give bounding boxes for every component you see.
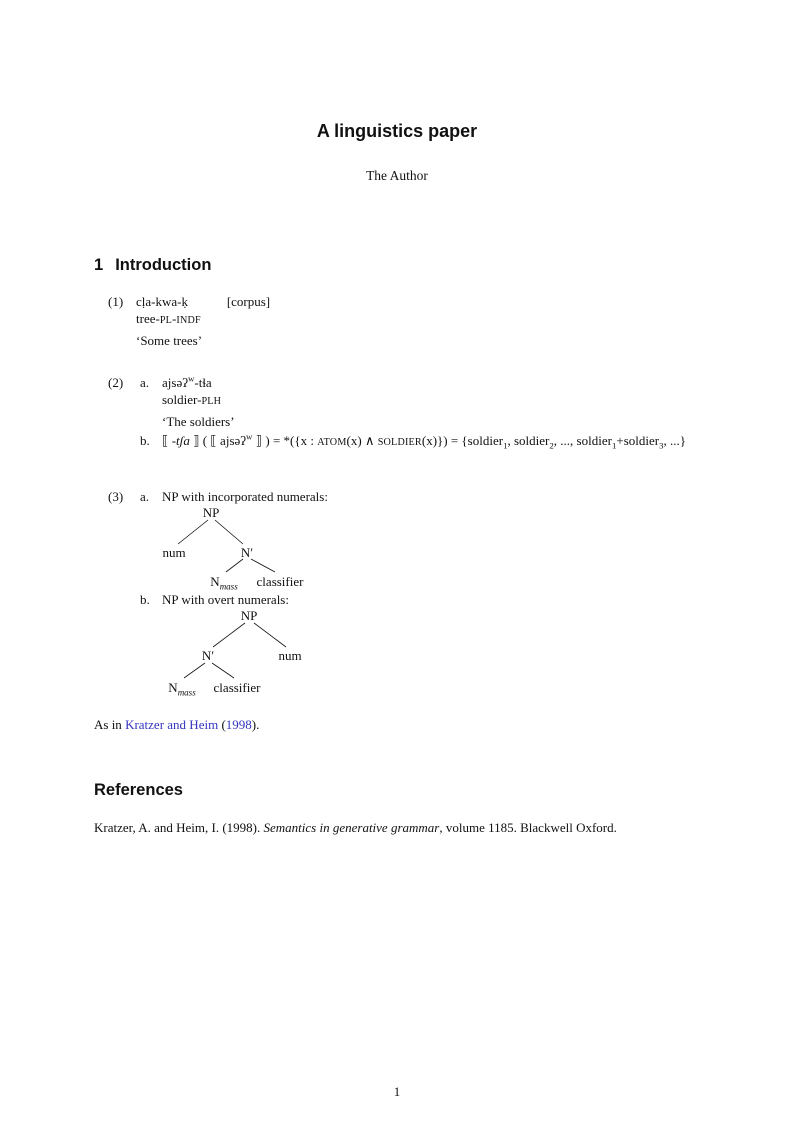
formula-text: , ..., soldier (553, 433, 612, 448)
node-base: N (168, 680, 178, 695)
reference-book-title: Semantics in generative grammar (263, 820, 440, 835)
node-subscript: mass (219, 581, 238, 592)
tree-branch (215, 520, 243, 544)
tree-a-right-child: N′ (240, 545, 254, 560)
example-3-number: (3) (108, 489, 124, 504)
gloss-smallcaps: PLH (201, 396, 222, 407)
example-2 (108, 374, 724, 451)
reference-entry (94, 819, 742, 836)
section-number: 1 (94, 256, 104, 274)
tree-b-right-child: num (278, 648, 302, 663)
page-number: 1 (393, 1084, 401, 1099)
tree-branch (213, 623, 245, 647)
sentence-text: ). (251, 717, 260, 732)
example-2a-gloss (162, 391, 235, 410)
node-base: N (210, 574, 220, 589)
tree-b-root: NP (240, 608, 258, 623)
syntax-tree-b (160, 607, 370, 702)
gloss-smallcaps: PL (159, 315, 173, 326)
formula-superscript: w (246, 431, 253, 442)
reference-text: Kratzer, A. and Heim, I. (1998). (94, 820, 264, 835)
example-2b (140, 432, 724, 451)
example-2b-formula (162, 432, 724, 451)
tree-b-left-child: N′ (201, 648, 215, 663)
formula-smallcaps: SOLDIER (377, 437, 422, 448)
example-1-igt-col (136, 293, 201, 329)
source-superscript: w (187, 373, 195, 384)
example-1-igt (136, 293, 270, 329)
references-heading: References (94, 781, 183, 799)
formula-text: , soldier (507, 433, 550, 448)
formula-subscript: 1 (611, 440, 617, 451)
gloss-text: tree- (136, 311, 160, 326)
formula-text: , ...} (663, 433, 686, 448)
example-1-annotation: [corpus] (226, 294, 271, 309)
example-3b-caption-row (140, 591, 289, 608)
formula-subscript: 2 (549, 440, 554, 451)
reference-text: , volume 1185. Blackwell Oxford. (439, 820, 617, 835)
example-2-number: (2) (108, 375, 124, 390)
tree-branch (184, 663, 205, 678)
tree-branch (212, 663, 234, 678)
formula-text: +soldier (616, 433, 660, 448)
citation-sentence (94, 716, 259, 733)
paper-author: The Author (366, 168, 428, 183)
example-1-translation: ‘Some trees’ (136, 333, 203, 348)
source-text: ajsəʔ (162, 375, 188, 390)
tree-a-root: NP (202, 505, 220, 520)
tree-b-leaf-classifier: classifier (213, 680, 261, 695)
tree-branch (251, 559, 275, 572)
syntax-tree-a (140, 504, 350, 599)
formula-text: (x) ∧ (346, 433, 378, 448)
example-1-body (136, 293, 270, 349)
example-1 (108, 293, 270, 349)
sentence-text: As in (94, 717, 126, 732)
example-3a-label: a. (140, 489, 150, 504)
denotation-open: ⟦ (162, 433, 172, 448)
sentence-text: ( (218, 717, 226, 732)
formula-text: (x)}) = {soldier (421, 433, 504, 448)
gloss-text: soldier- (162, 392, 202, 407)
section-title: Introduction (115, 256, 212, 274)
example-3a-caption-row (108, 488, 328, 505)
formula-smallcaps: ATOM (317, 437, 347, 448)
example-2b-label: b. (140, 433, 150, 448)
example-2a-translation: ‘The soldiers’ (162, 414, 235, 429)
example-2a-source (162, 374, 235, 391)
example-2-items (140, 374, 724, 451)
formula-text: ⟧ ) = *({x : (252, 433, 318, 448)
formula-italic: -tʃa (171, 433, 190, 448)
paper-title: A linguistics paper (316, 121, 478, 141)
tree-a-leaf-classifier: classifier (256, 574, 304, 589)
section-heading (94, 255, 211, 276)
example-3b-caption: NP with overt numerals: (162, 592, 289, 607)
tree-b-leaf-nmass (168, 679, 195, 696)
formula-text: ⟧ ( ⟦ ajsəʔ (189, 433, 247, 448)
citation-link-year[interactable]: 1998 (225, 717, 252, 732)
source-text: -tɬa (194, 375, 212, 390)
tree-branch (254, 623, 286, 647)
example-1-source: cḷa-kwa-ḳ (136, 294, 188, 309)
example-2a (140, 374, 724, 430)
example-1-gloss (136, 310, 201, 329)
formula-subscript: 3 (659, 440, 664, 451)
tree-a-leaf-nmass (210, 573, 237, 590)
example-1-number: (1) (108, 294, 124, 309)
example-3b-label: b. (140, 592, 150, 607)
gloss-text: - (172, 311, 177, 326)
example-2a-body (162, 374, 235, 430)
citation-link-authors[interactable]: Kratzer and Heim (125, 717, 219, 732)
example-2a-label: a. (140, 375, 150, 390)
node-subscript: mass (177, 687, 196, 698)
tree-a-left-child: num (162, 545, 186, 560)
gloss-smallcaps: INDF (176, 315, 201, 326)
formula-subscript: 1 (503, 440, 508, 451)
example-3a-caption: NP with incorporated numerals: (162, 489, 328, 504)
tree-branch (178, 520, 208, 544)
